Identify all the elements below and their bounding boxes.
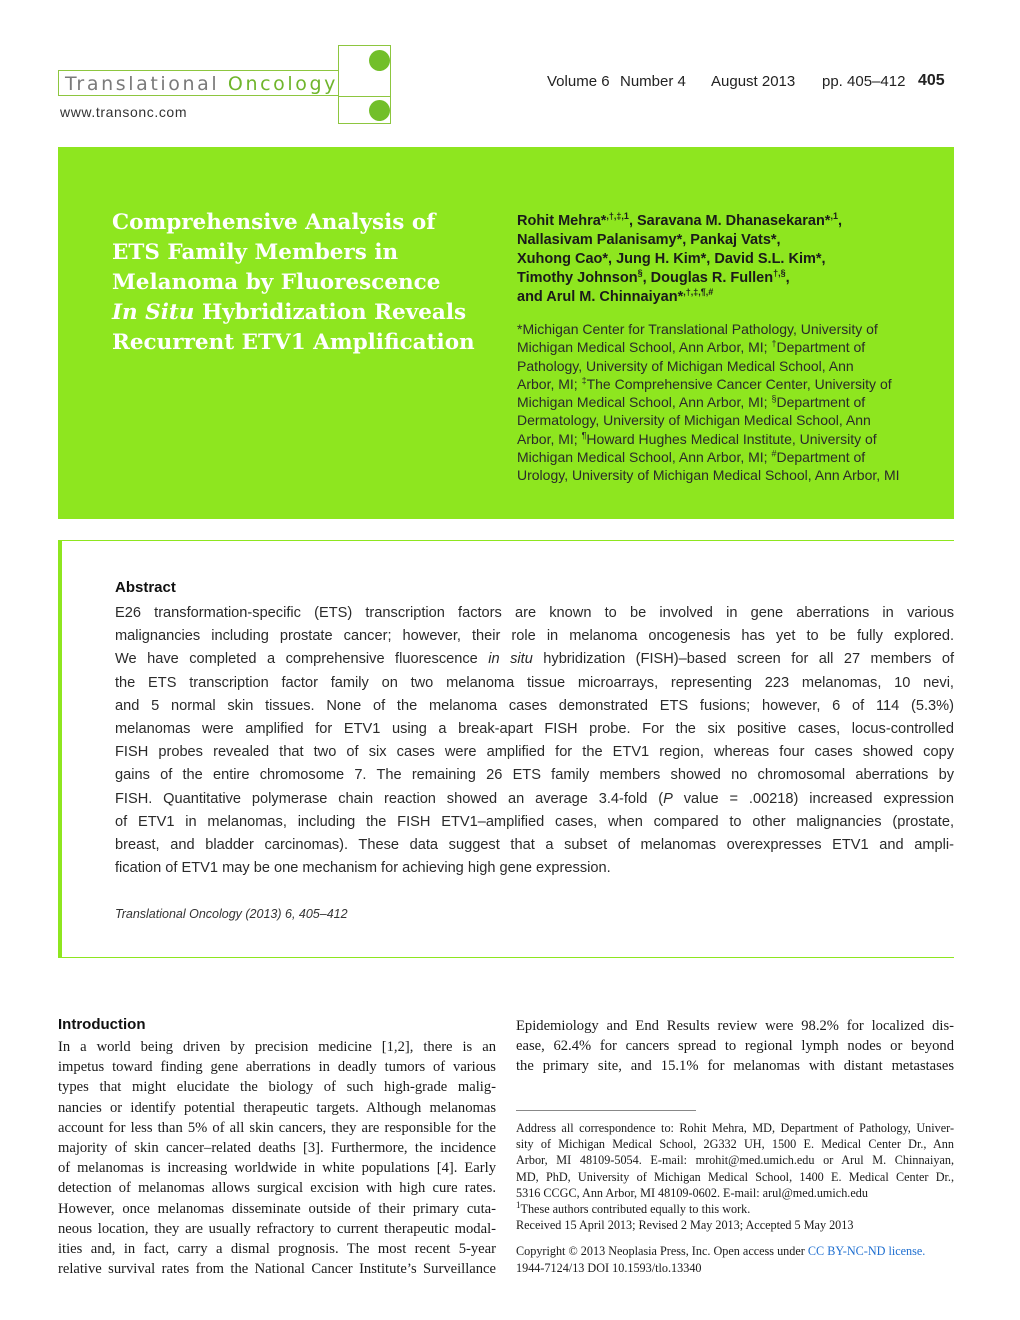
- abstract-heading: Abstract: [115, 579, 176, 596]
- page-range: pp. 405–412: [822, 73, 906, 90]
- affiliations: *Michigan Center for Translational Pathology, University of Michigan Medical School, Ann Arbor, MI; †Department of Pathology, University of Michigan Medical School, Ann Arbor, MI; ‡The Comprehensive Cancer Center, University of Michigan Medical School, Ann Arbor, MI; §Department of Dermatology, University of Michigan Medical School, Ann Arbor, MI; ¶Howard Hughes Medical Institute, University of Michigan Medical School, Ann Arbor, MI; #Department of Urology, University of Michigan Medical School, Ann Arbor, MI: [517, 321, 900, 484]
- copyright-block: Copyright © 2013 Neoplasia Press, Inc. Open access under CC BY-NC-ND license. 1944-7124/13 DOI 10.1593/tlo.13340: [516, 1243, 954, 1276]
- issue-date: August 2013: [711, 73, 796, 90]
- equal-contribution-note: $^1$These authors contributed equally to this work.: [516, 1199, 751, 1217]
- abstract-bottom-rule: [62, 957, 954, 958]
- body-column-right: Epidemiology and End Results review were 98.2% for localized dis- ease, 62.4% for cancers spread to regional lymph nodes or beyond the primary site, and 15.1% for melanomas with distant metastases: [516, 1018, 954, 1075]
- citation: Translational Oncology (2013) 6, 405–412: [115, 907, 348, 921]
- logo-dot-bottom: [369, 100, 390, 121]
- abstract-left-rule: [58, 540, 62, 958]
- body-column-left: In a world being driven by precision medicine [1,2], there is an impetus toward finding gene aberrations in deadly tumors of various types that might elucidate the biology of such high-grade malig- nancies or identify potential therapeutic targets. Although melanomas account for less than 5% of all skin cancers, they are responsible for the majority of skin cancer–related deaths [3]. Furthermore, the incidence of melanomas is increasing worldwide in white populations [4]. Early detection of melanomas allows surgical excision with high cure rates. However, once melanomas disseminate outside of their primary cuta- neous location, they are usually refractory to current therapeutic modal- ities and, in fact, carry a dismal prognosis. The most recent 5-year relative survival rates from the National Cancer Institute’s Surveillance: [58, 1039, 496, 1278]
- author-list: Rohit Mehra*$^{,\dagger,\ddagger,1}$, Saravana M. Dhanasekaran*$^{,1}$, Nallasivam Palanisamy*, Pankaj Vats*, Xuhong Cao*, Jung H. Kim*, David S.L. Kim*, Timothy Johnson§, Douglas R. Fullen†,§, and Arul M. Chinnaiyan*,†,‡,¶,#: [517, 211, 842, 305]
- journal-url[interactable]: www.transonc.com: [60, 104, 188, 120]
- received-dates: Received 15 April 2013; Revised 2 May 2013; Accepted 5 May 2013: [516, 1218, 854, 1233]
- doi: 1944-7124/13 DOI 10.1593/tlo.13340: [516, 1260, 702, 1275]
- volume: Volume 6: [547, 73, 610, 90]
- issue-number: Number 4: [620, 73, 686, 90]
- abstract-text: E26 transformation-specific (ETS) transcription factors are known to be involved in gene aberrations in various malignancies including prostate cancer; however, their role in melanoma oncogenesis has yet to be fully explored. We have completed a comprehensive fluorescence in situ hybridization (FISH)–based screen for all 27 members of the ETS transcription factor family on two melanoma tissue microarrays, representing 223 melanomas, 10 nevi, and 5 normal skin tissues. None of the melanoma cases demonstrated ETS fusions; however, 6 of 114 (5.3%) melanomas were amplified for ETV1 using a break-apart FISH probe. For the six positive cases, locus-controlled FISH probes revealed that two of six cases were amplified for the ETV1 region, whereas four cases showed copy gains of the entire chromosome 7. The remaining 26 ETS family members showed no chromosomal aberrations by FISH. Quantitative polymerase chain reaction showed an average 3.4-fold (P value = .00218) increased expression of ETV1 in melanomas, including the FISH ETV1–amplified cases, when compared to other malignancies (prostate, breast, and bladder carcinomas). These data suggest that a subset of melanomas overexpresses ETV1 and ampli- fication of ETV1 may be one mechanism for achieving high gene expression.: [115, 605, 955, 877]
- page-number: 405: [918, 72, 945, 89]
- logo-dot-top: [369, 50, 390, 71]
- footnote-rule: [516, 1110, 696, 1111]
- journal-name: Translational Oncology: [58, 70, 338, 96]
- license-link[interactable]: CC BY-NC-ND license.: [807, 1244, 926, 1258]
- abstract-top-rule: [62, 540, 954, 541]
- article-title: Comprehensive Analysis of ETS Family Members in Melanoma by Fluorescence In Situ Hybridization Reveals Recurrent ETV1 Amplification: [112, 210, 475, 355]
- correspondence-footnote: Address all correspondence to: Rohit Mehra, MD, Department of Pathology, Univer- sity of Michigan Medical School, 2G332 UH, 1500 E. Medical Center Dr., Ann Arbor, MI 48109-5054. E-mail: mrohit@med.umich.edu or Arul M. Chinnaiyan, MD, PhD, University of Michigan Medical School, 1400 E. Medical Center Dr., 5316 CCGC, Ann Arbor, MI 48109-0602. E-mail: arul@med.umich.edu $^1$These authors contributed equally to this work. Received 15 April 2013; Revised 2 May 2013; Accepted 5 May 2013: [516, 1121, 954, 1233]
- introduction-heading: Introduction: [58, 1016, 146, 1033]
